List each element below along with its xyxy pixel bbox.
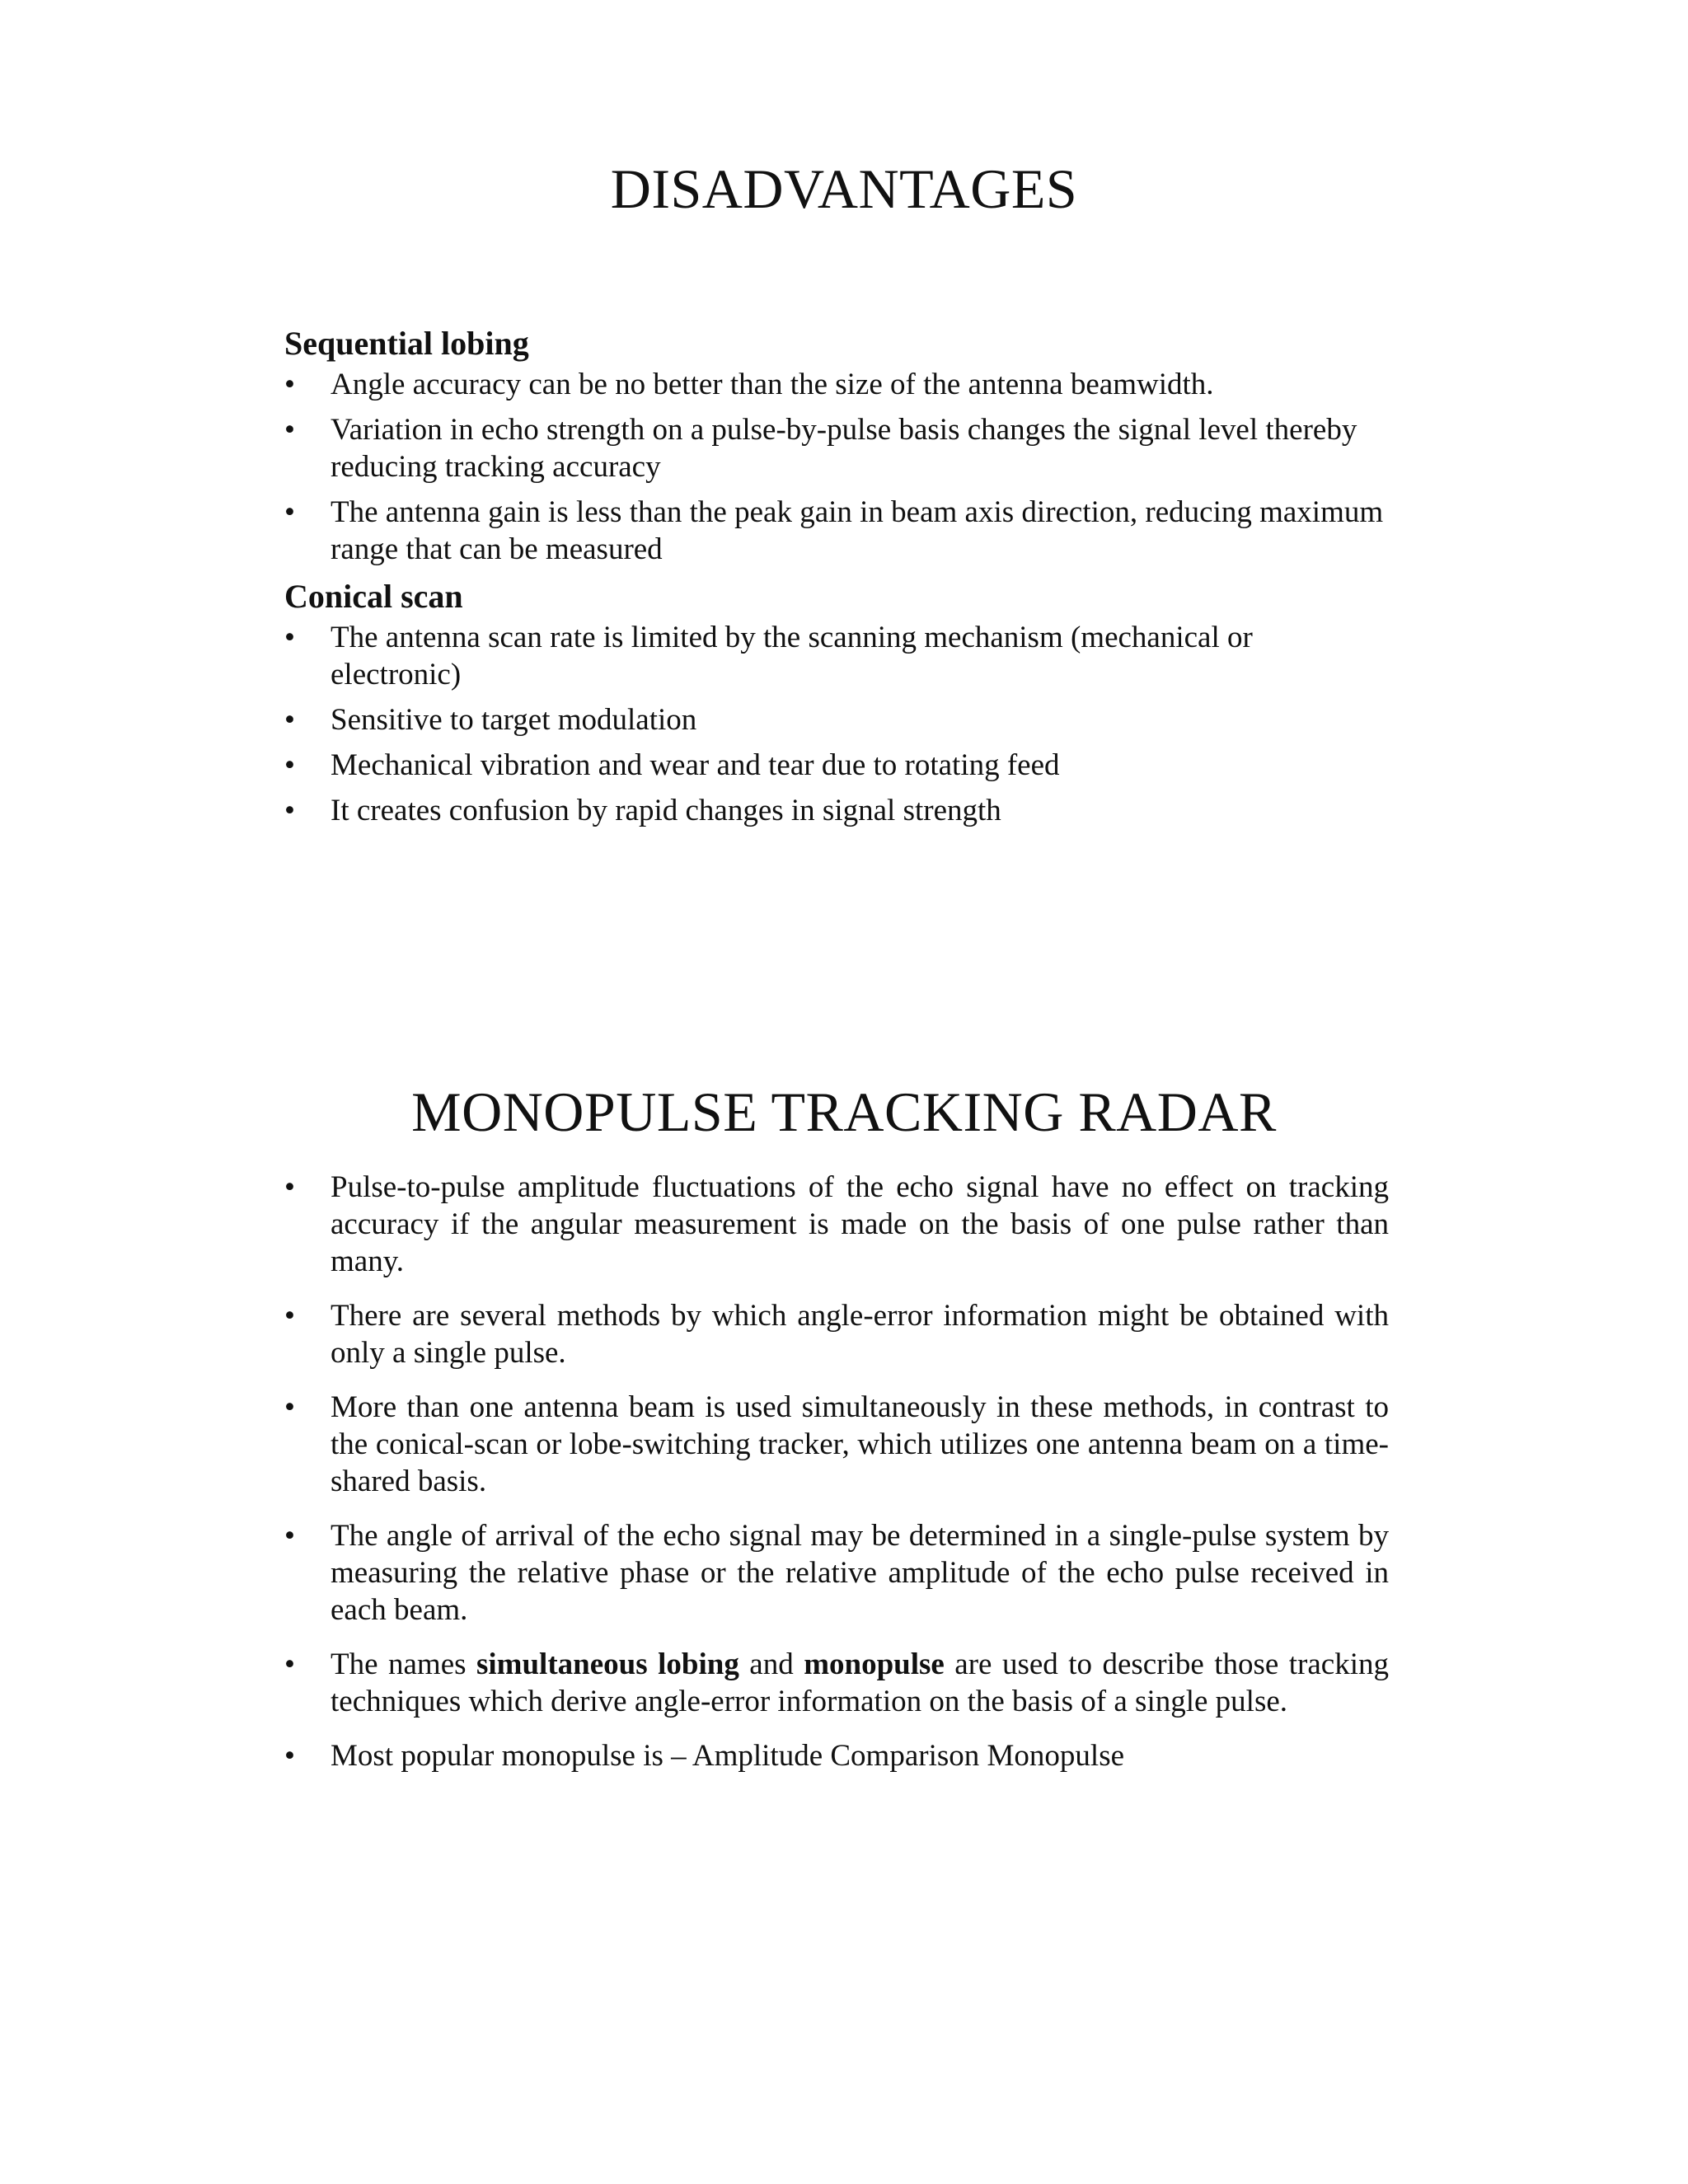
bullet-icon: • [284, 1299, 295, 1333]
bullet-icon: • [284, 1519, 295, 1553]
bullet-icon: • [284, 794, 295, 827]
names-item-text: The names simultaneous lobing and monopulse are used to describe those tracking techniques which derive angle-error information on the basis of a single pulse. [331, 1647, 1389, 1718]
list-item [284, 1646, 1389, 1720]
bullet-icon: • [284, 368, 295, 401]
bullet-icon: • [284, 748, 295, 782]
list-item: • The antenna scan rate is limited by the scanning mechanism (mechanical or electronic) [284, 621, 1253, 691]
bullet-icon: • [284, 1739, 295, 1773]
list-item: • More than one antenna beam is used simultaneously in these methods, in contrast to the conical-scan or lobe-switching tracker, which utilizes one antenna beam on a time-shared basis. [284, 1390, 1389, 1498]
term-simultaneous-lobing: simultaneous lobing [476, 1647, 739, 1681]
list-item: • Angle accuracy can be no better than the size of the antenna beamwidth. [284, 368, 1214, 401]
list-item: • Pulse-to-pulse amplitude fluctuations of the echo signal have no effect on tracking accuracy if the angular measurement is made on the basis of one pulse rather than many. [284, 1170, 1389, 1278]
bullet-icon: • [284, 1390, 295, 1424]
monopulse-list [284, 1169, 1389, 1774]
sequential-lobing-list [284, 366, 1389, 568]
monopulse-section [284, 1169, 1389, 1792]
list-item: • Mechanical vibration and wear and tear due to rotating feed [284, 748, 1060, 782]
monopulse-title: MONOPULSE TRACKING RADAR [411, 1080, 1277, 1143]
disadvantages-section [284, 321, 1389, 837]
term-monopulse: monopulse [804, 1647, 945, 1681]
list-item: • Sensitive to target modulation [284, 703, 697, 737]
conical-scan-heading: Conical scan [284, 578, 463, 615]
list-item: • The angle of arrival of the echo signal may be determined in a single-pulse system by measuring the relative phase or the relative amplitude of the echo pulse received in each beam. [284, 1519, 1389, 1627]
sequential-lobing-heading: Sequential lobing [284, 325, 529, 362]
list-item: • Variation in echo strength on a pulse-by-pulse basis changes the signal level thereby reducing tracking accuracy [284, 413, 1357, 484]
disadvantages-title: DISADVANTAGES [610, 157, 1078, 220]
bullet-icon: • [284, 413, 295, 447]
bullet-icon: • [284, 621, 295, 654]
list-item: • It creates confusion by rapid changes in signal strength [284, 794, 1001, 827]
bullet-icon: • [284, 1170, 295, 1204]
list-item: • The antenna gain is less than the peak gain in beam axis direction, reducing maximum range that can be measured [284, 495, 1384, 566]
bullet-icon: • [284, 703, 295, 737]
list-item: • There are several methods by which angle-error information might be obtained with only a single pulse. [284, 1299, 1389, 1370]
bullet-icon: • [284, 1647, 295, 1681]
conical-scan-list [284, 619, 1389, 829]
bullet-icon: • [284, 495, 295, 529]
list-item: • Most popular monopulse is – Amplitude Comparison Monopulse [284, 1739, 1125, 1773]
